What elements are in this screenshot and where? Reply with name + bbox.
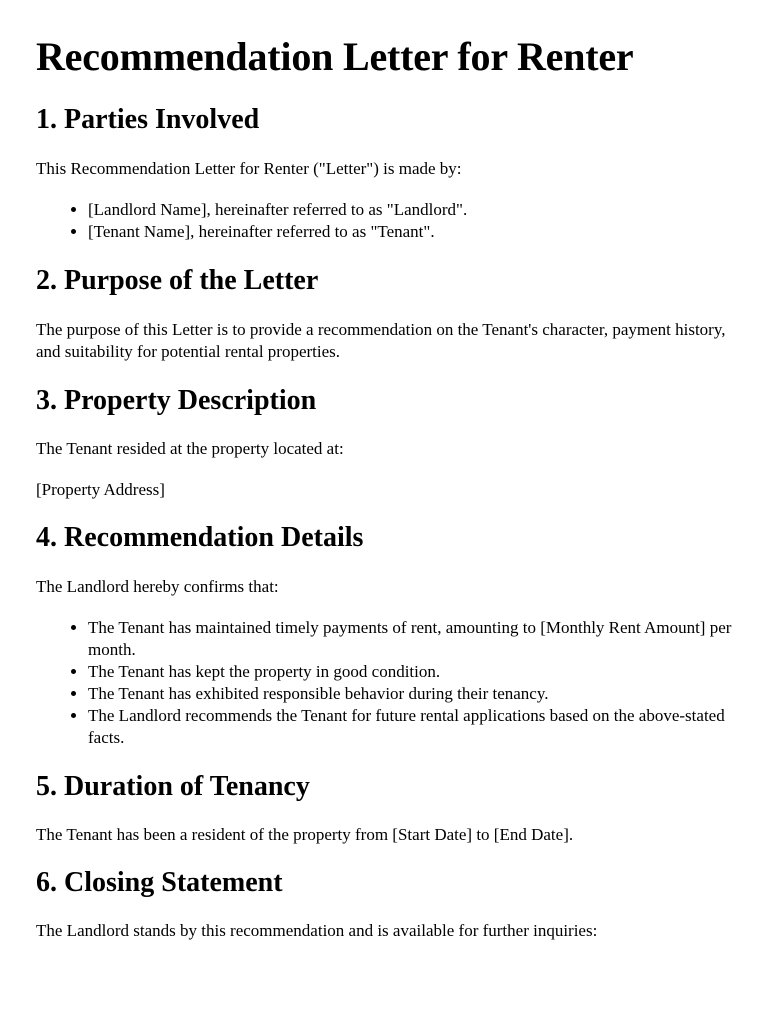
list-item: • The Landlord recommends the Tenant for future rental applications based on the above-stated facts. — [88, 705, 736, 749]
parties-intro: This Recommendation Letter for Renter ("Letter") is made by: — [36, 159, 462, 178]
list-item: • [Landlord Name], hereinafter referred to as "Landlord". — [88, 199, 736, 221]
list-item: • The Tenant has exhibited responsible behavior during their tenancy. — [88, 683, 736, 705]
section-heading-purpose: 2. Purpose of the Letter — [36, 265, 319, 296]
section-heading-closing: 6. Closing Statement — [36, 867, 283, 898]
parties-list — [36, 199, 736, 243]
section-heading-recommendation: 4. Recommendation Details — [36, 522, 364, 553]
recommendation-list — [36, 617, 736, 749]
closing-text: The Landlord stands by this recommendation and is available for further inquiries: — [36, 921, 598, 940]
list-item: • The Tenant has maintained timely payments of rent, amounting to [Monthly Rent Amount] per month. — [88, 617, 736, 661]
list-item: • The Tenant has kept the property in good condition. — [88, 661, 736, 683]
section-heading-property: 3. Property Description — [36, 385, 317, 416]
document-page — [36, 0, 736, 942]
recommendation-intro: The Landlord hereby confirms that: — [36, 577, 279, 596]
list-item: • [Tenant Name], hereinafter referred to as "Tenant". — [88, 221, 736, 243]
property-text: The Tenant resided at the property located at: — [36, 439, 344, 458]
duration-text: The Tenant has been a resident of the property from [Start Date] to [End Date]. — [36, 825, 574, 844]
section-heading-duration: 5. Duration of Tenancy — [36, 771, 310, 802]
document-title: Recommendation Letter for Renter — [36, 34, 634, 79]
property-address: [Property Address] — [36, 480, 165, 499]
purpose-text: The purpose of this Letter is to provide a recommendation on the Tenant's character, payment history, and suitability for potential rental properties. — [36, 320, 726, 361]
section-heading-parties: 1. Parties Involved — [36, 104, 260, 135]
